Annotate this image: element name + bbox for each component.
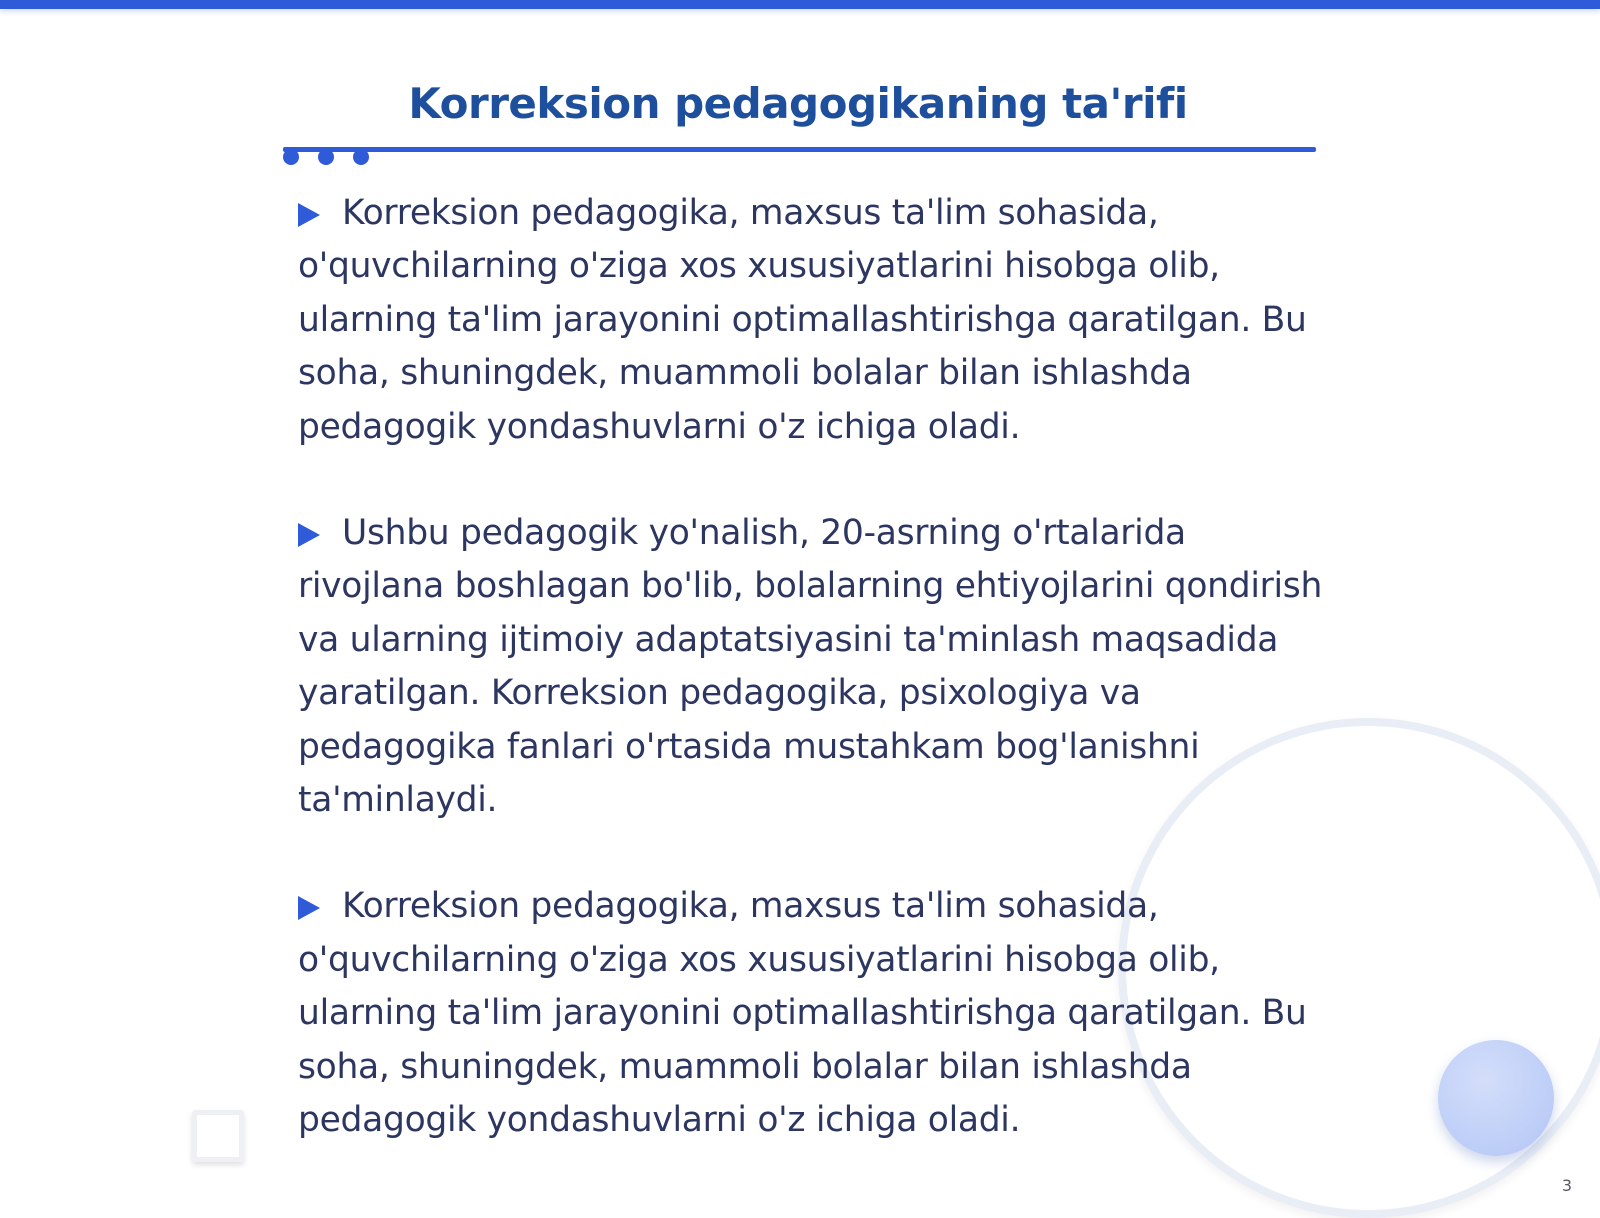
bullet-text: Ushbu pedagogik yo'nalish, 20-asrning o'rtalarida rivojlana boshlagan bo'lib, bolalarning ehtiyojlarini qondirish va ularning ijtimoiy adaptatsiyasini ta'minlash maqsadida yaratilgan. Korreksion pedagogika, psixologiya va pedagogika fanlari o'rtasida mustahkam bog'lanishni ta'minlaydi. (298, 513, 1323, 821)
underline-dot (318, 149, 334, 165)
slide-title: Korreksion pedagogikaning ta'rifi (408, 79, 1188, 128)
bullet-text: Korreksion pedagogika, maxsus ta'lim sohasida, o'quvchilarning o'ziga xos xususiyatlarini hisobga olib, ularning ta'lim jarayonini optimallashtirishga qaratilgan. Bu soha, shuningdek, muammoli bolalar bilan ishlashda pedagogik yondashuvlarni o'z ichiga oladi. (298, 886, 1307, 1141)
page-number: 3 (1561, 1176, 1572, 1195)
triangle-bullet-icon (298, 203, 320, 227)
decorative-square (192, 1110, 244, 1162)
triangle-bullet-icon (298, 896, 320, 920)
title-underline (283, 147, 1316, 152)
bullet-text: Korreksion pedagogika, maxsus ta'lim sohasida, o'quvchilarning o'ziga xos xususiyatlarini hisobga olib, ularning ta'lim jarayonini optimallashtirishga qaratilgan. Bu soha, shuningdek, muammoli bolalar bilan ishlashda pedagogik yondashuvlarni o'z ichiga oladi. (298, 193, 1307, 447)
underline-dot (353, 149, 369, 165)
bullet-list (298, 187, 1328, 1201)
underline-dot (283, 149, 299, 165)
decorative-circle (1438, 1040, 1554, 1156)
bullet-item (298, 507, 1328, 827)
bullet-item (298, 880, 1328, 1147)
bullet-item (298, 187, 1328, 454)
title-underline-dots (283, 149, 373, 169)
triangle-bullet-icon (298, 523, 320, 547)
top-accent-bar (0, 0, 1600, 9)
